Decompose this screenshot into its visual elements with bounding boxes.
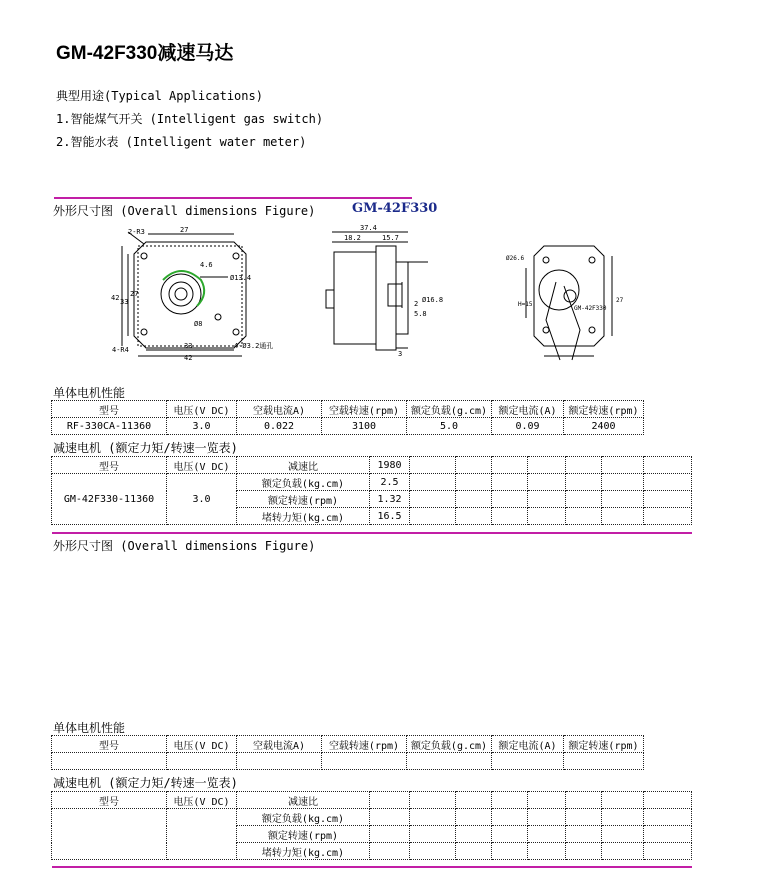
dim-label: Ø13.4 [230,274,252,282]
motor-perf-table [51,400,644,435]
rear-view-drawing [504,238,640,370]
dim-label: H=15 [518,301,533,308]
section-rule [52,866,692,868]
dim-label: 4-Ø3.2通孔 [234,342,274,350]
header-cell: 型号 [52,401,167,418]
table-header-row [52,736,644,753]
table-row [52,457,692,474]
gear-perf-table [51,456,692,525]
row-label: 额定负载(kg.cm) [237,474,370,491]
row-label: 额定转速(rpm) [237,491,370,508]
front-view-drawing [108,222,298,364]
dim-label: 4-R4 [112,346,129,354]
dim-label: 2-R3 [128,228,145,236]
voltage-cell: 3.0 [167,474,237,525]
model-tag: GM-42F330 [352,201,438,216]
motor-perf-table [51,735,644,770]
header-cell: 电压(V DC) [167,792,237,809]
table-cell: RF-330CA-11360 [52,418,167,435]
header-cell: 型号 [52,457,167,474]
dim-label: 42 [111,294,120,302]
section-heading: 外形尺寸图 (Overall dimensions Figure) [53,539,316,553]
table-cell: 5.0 [407,418,492,435]
table-cell: 0.09 [492,418,564,435]
table-cell: 3.0 [167,418,237,435]
dim-label: Ø26.6 [506,255,525,262]
section-heading: 外形尺寸图 (Overall dimensions Figure) [53,204,316,218]
side-view-drawing [318,222,444,358]
dim-label: 5.8 [414,310,427,318]
dim-label: Ø16.8 [422,296,444,304]
header-cell: 电压(V DC) [167,401,237,418]
dim-label: 37.4 [360,224,377,232]
dim-label: 2 [414,300,419,308]
dim-label: 27 [616,297,624,304]
header-cell: 电压(V DC) [167,457,237,474]
applications-heading: 典型用途(Typical Applications) [56,89,263,103]
dim-label: 18.2 [344,234,361,242]
header-cell: 额定负载(g.cm) [407,401,492,418]
application-item: 1.智能煤气开关 (Intelligent gas switch) [56,112,324,126]
header-cell: 额定转速(rpm) [564,736,644,753]
row-label: 堵转力矩(kg.cm) [237,843,370,860]
dim-label: 27 [180,226,189,234]
table-cell: 2400 [564,418,644,435]
row-label: 减速比 [237,792,370,809]
table-header-row [52,401,644,418]
table-cell: 2.5 [370,474,410,491]
table-row [52,753,644,770]
table-row [52,474,692,491]
gear-perf-table [51,791,692,860]
dim-label: 3 [398,350,403,358]
section-rule [54,197,412,199]
dim-label: 27 [130,290,139,298]
header-cell: 空载转速(rpm) [322,736,407,753]
table-row [52,792,692,809]
header-cell: 额定电流(A) [492,401,564,418]
row-label: 额定转速(rpm) [237,826,370,843]
table-cell: 1980 [370,457,410,474]
row-label: 堵转力矩(kg.cm) [237,508,370,525]
dim-label: 33 [184,342,193,350]
gear-perf-heading: 减速电机 (额定力矩/转速一览表) [53,776,238,790]
row-label: 减速比 [237,457,370,474]
header-cell: 型号 [52,792,167,809]
dim-label: 4.6 [200,261,213,269]
table-row [52,809,692,826]
table-cell: 3100 [322,418,407,435]
page-title: GM-42F330减速马达 [56,43,234,64]
table-cell: 16.5 [370,508,410,525]
dim-label: 42 [184,354,193,362]
dim-label: Ø8 [194,320,203,328]
header-cell: 空载转速(rpm) [322,401,407,418]
dim-label: GM-42F330 [574,305,607,312]
dim-label: 15.7 [382,234,399,242]
model-cell: GM-42F330-11360 [52,474,167,525]
header-cell: 额定负载(g.cm) [407,736,492,753]
table-row [52,418,644,435]
gear-perf-heading: 减速电机 (额定力矩/转速一览表) [53,441,238,455]
motor-perf-heading: 单体电机性能 [53,386,126,400]
header-cell: 额定转速(rpm) [564,401,644,418]
application-item: 2.智能水表 (Intelligent water meter) [56,135,307,149]
dim-label: 33 [120,298,129,306]
table-cell: 1.32 [370,491,410,508]
header-cell: 空载电流A) [237,736,322,753]
header-cell: 空载电流A) [237,401,322,418]
header-cell: 电压(V DC) [167,736,237,753]
section-rule [52,532,692,534]
motor-perf-heading: 单体电机性能 [53,721,126,735]
table-cell: 0.022 [237,418,322,435]
header-cell: 型号 [52,736,167,753]
header-cell: 额定电流(A) [492,736,564,753]
row-label: 额定负载(kg.cm) [237,809,370,826]
